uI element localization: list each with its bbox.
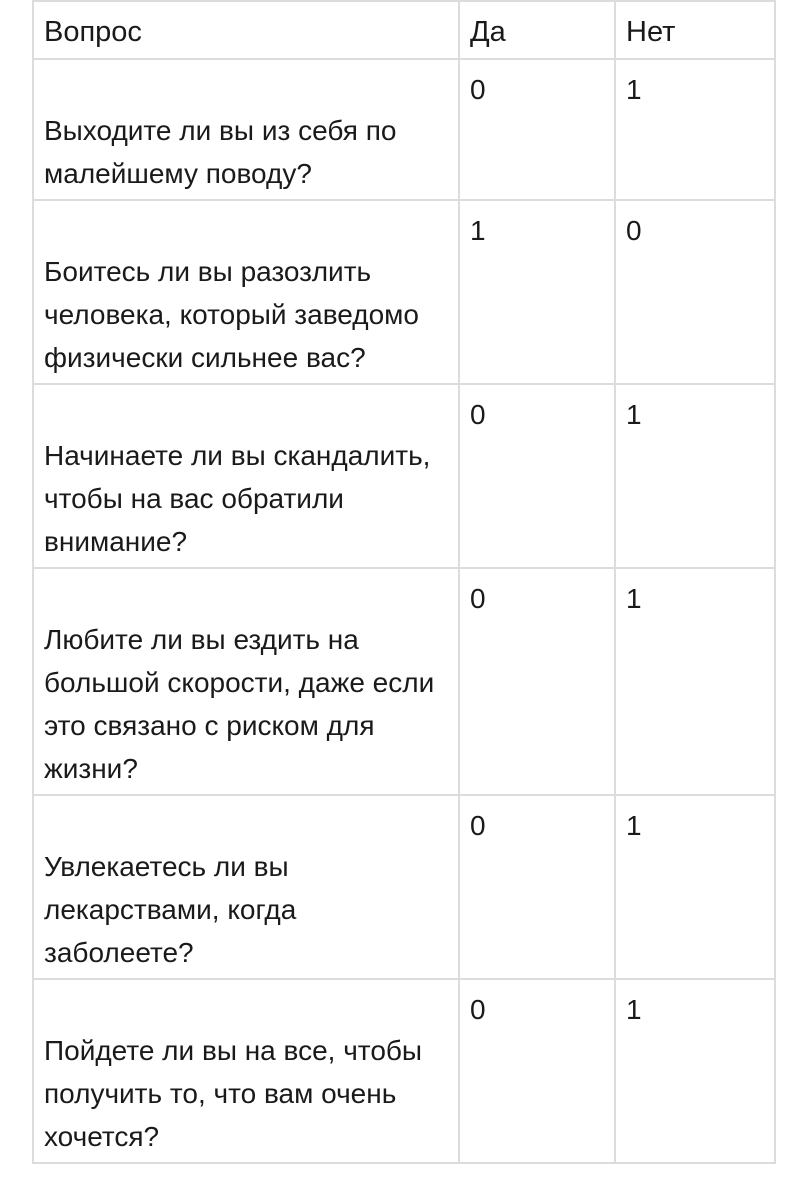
header-no bbox=[615, 1, 775, 59]
no-score-cell bbox=[615, 795, 775, 979]
table-row bbox=[33, 384, 775, 568]
question-text: Выходите ли вы из себя по малейшему поводу? bbox=[44, 115, 397, 189]
question-cell bbox=[33, 795, 459, 979]
no-score: 1 bbox=[626, 994, 642, 1025]
yes-score: 0 bbox=[470, 810, 486, 841]
table-row bbox=[33, 979, 775, 1163]
yes-score-cell bbox=[459, 979, 615, 1163]
yes-score-cell bbox=[459, 200, 615, 384]
header-yes-label: Да bbox=[470, 16, 506, 48]
no-score-cell bbox=[615, 568, 775, 795]
no-score: 1 bbox=[626, 399, 642, 430]
question-cell bbox=[33, 59, 459, 200]
questionnaire-table bbox=[32, 0, 776, 1164]
question-text: Боитесь ли вы разозлить человека, который заведомо физически сильнее вас? bbox=[44, 256, 419, 373]
table-row bbox=[33, 795, 775, 979]
no-score-cell bbox=[615, 59, 775, 200]
table-header-row bbox=[33, 1, 775, 59]
question-cell bbox=[33, 384, 459, 568]
header-yes bbox=[459, 1, 615, 59]
header-no-label: Нет bbox=[626, 16, 676, 48]
table-row bbox=[33, 200, 775, 384]
yes-score: 0 bbox=[470, 399, 486, 430]
no-score: 1 bbox=[626, 74, 642, 105]
yes-score: 0 bbox=[470, 994, 486, 1025]
header-question bbox=[33, 1, 459, 59]
yes-score-cell bbox=[459, 59, 615, 200]
question-text: Увлекаетесь ли вы лекарствами, когда заболеете? bbox=[44, 851, 297, 968]
question-text: Начинаете ли вы скандалить, чтобы на вас обратили внимание? bbox=[44, 440, 431, 557]
header-question-label: Вопрос bbox=[44, 16, 142, 48]
yes-score: 1 bbox=[470, 215, 486, 246]
table-row bbox=[33, 568, 775, 795]
question-cell bbox=[33, 568, 459, 795]
table-row bbox=[33, 59, 775, 200]
no-score: 1 bbox=[626, 810, 642, 841]
no-score-cell bbox=[615, 979, 775, 1163]
question-text: Пойдете ли вы на все, чтобы получить то, что вам очень хочется? bbox=[44, 1035, 423, 1152]
question-cell bbox=[33, 200, 459, 384]
question-cell bbox=[33, 979, 459, 1163]
question-text: Любите ли вы ездить на большой скорости, даже если это связано с риском для жизни? bbox=[44, 624, 435, 784]
no-score: 0 bbox=[626, 215, 642, 246]
yes-score: 0 bbox=[470, 74, 486, 105]
no-score-cell bbox=[615, 384, 775, 568]
no-score: 1 bbox=[626, 583, 642, 614]
yes-score-cell bbox=[459, 795, 615, 979]
yes-score-cell bbox=[459, 384, 615, 568]
yes-score: 0 bbox=[470, 583, 486, 614]
yes-score-cell bbox=[459, 568, 615, 795]
no-score-cell bbox=[615, 200, 775, 384]
